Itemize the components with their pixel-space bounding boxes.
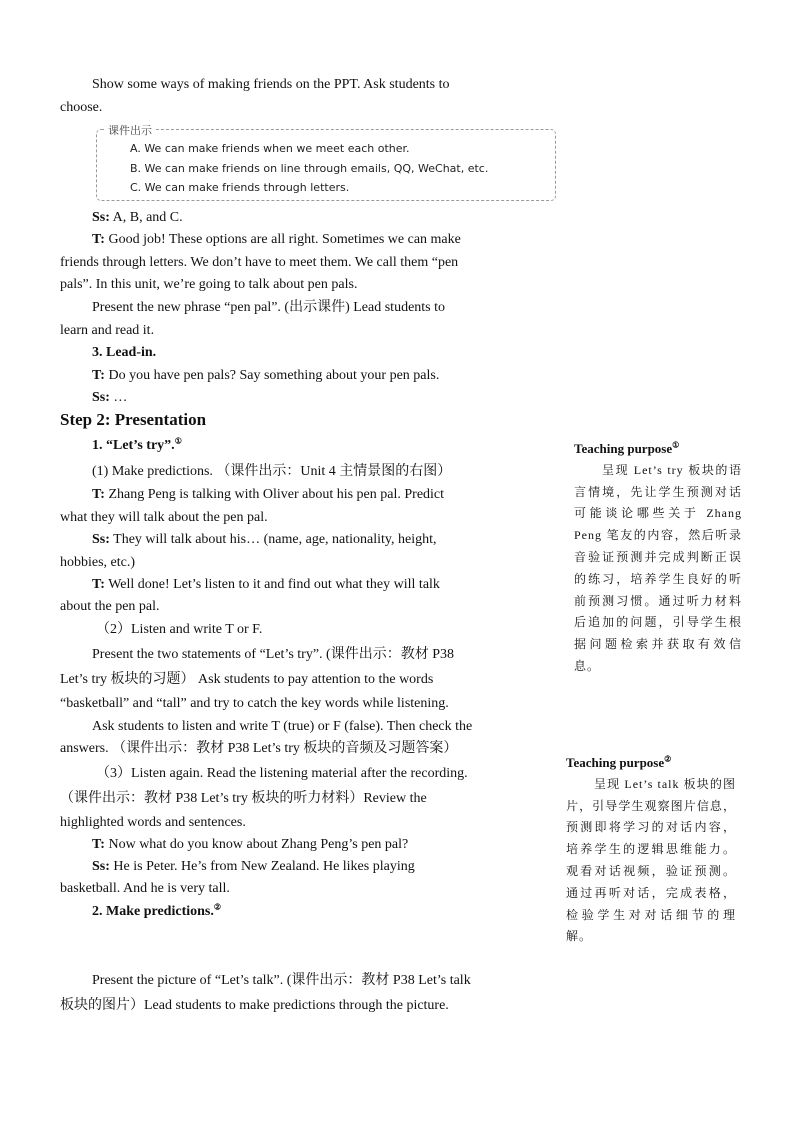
lets-talk-line-2: 板块的图片）Lead students to make predictions through the picture. [60,998,449,1013]
dialog-t-predict-2: what they will talk about the pen pal. [60,510,268,525]
option-c: C. We can make friends through letters. [130,181,350,194]
statements-line-2: Let’s try 板块的习题） Ask students to pay attention to the words [60,672,434,687]
make-predictions-heading-text: 2. Make predictions. [92,904,214,919]
dialog-text: He is Peter. He’s from New Zealand. He likes playing [109,859,415,874]
present-phrase-line-1: Present the new phrase “pen pal”. (出示课件) Lead students to [92,300,446,315]
statements-line-1: Present the two statements of “Let’s try”. (课件出示：教材 P38 [92,647,454,662]
listen-write-step: （2）Listen and write T or F. [96,622,263,637]
speaker-label: T: [92,232,105,247]
note-line: 言情境，先让学生预测对话 [574,484,742,499]
dialog-t-line-2: friends through letters. We don’t have to meet them. We call them “pen [60,255,459,270]
dialog-text: They will talk about his… (name, age, nationality, height, [109,532,437,547]
courseware-box-title: 课件出示 [105,122,155,138]
courseware-box [96,124,556,201]
note-line: 通过再听对话，完成表格， [566,885,736,900]
speaker-label: T: [92,487,105,502]
note-title [566,752,736,774]
lets-talk-line-1: Present the picture of “Let’s talk”. (课件出示：教材 P38 Let’s talk [92,973,471,988]
step2-heading: Step 2: Presentation [60,410,207,429]
lead-in-ss [92,387,127,410]
listen-again-line-3: highlighted words and sentences. [60,815,246,830]
statements-line-3: “basketball” and “tall” and try to catch the key words while listening. [60,696,449,711]
note-line: 预测即将学习的对话内容， [566,820,736,835]
dialog-t-line-3: pals”. In this unit, we’re going to talk about pen pals. [60,277,358,292]
lead-in-t [92,365,439,388]
note-line: 音验证预测并完成判断正误 [574,549,742,564]
note-line: 可能谈论哪些关于 Zhang [574,506,742,521]
note-line: 后追加的问题，引导学生根 [574,615,742,630]
present-phrase-line-2: learn and read it. [60,323,155,338]
speaker-label: Ss: [92,210,110,225]
dialog-t-predict-1 [92,484,444,507]
note-line: 息。 [574,658,601,673]
dialog-ss-predict-1 [92,529,437,552]
lets-try-heading-text: 1. “Let’s try”. [92,438,175,453]
note-title-text: Teaching purpose [566,755,665,770]
note-line: 呈现 Let’s try 板块的语 [602,462,742,477]
note-line: 的练习，培养学生良好的听 [574,571,742,586]
note-line: 前预测习惯。通过听力材料 [574,593,742,608]
note-line: 据问题检索并获取有效信 [574,637,742,652]
option-a: A. We can make friends when we meet each other. [130,142,410,155]
dialog-t-welldone-1 [92,574,440,597]
note-line: 观看对话视频，验证预测。 [566,863,736,878]
speaker-label: T: [92,368,105,383]
note-line: 片，引导学生观察图片信息， [566,798,736,813]
lead-in-heading: 3. Lead-in. [92,345,157,360]
dialog-text: Do you have pen pals? Say something about your pen pals. [104,368,440,383]
lets-try-heading [92,435,182,458]
note-title-text: Teaching purpose [574,441,673,456]
note-line: 培养学生的逻辑思维能力。 [566,842,736,857]
note-line: 解。 [566,929,593,944]
dialog-ss-peter-2: basketball. And he is very tall. [60,881,230,896]
dialog-text: … [109,390,128,405]
speaker-label: Ss: [92,390,110,405]
footnote-mark: ① [672,440,680,450]
dialog-t-line-1 [92,229,461,252]
dialog-t-welldone-2: about the pen pal. [60,599,160,614]
dialog-t-now [92,834,408,857]
teaching-purpose-note-1 [574,438,742,678]
speaker-label: Ss: [92,859,110,874]
note-title [574,438,742,460]
intro-line-1: Show some ways of making friends on the PPT. Ask students to [92,77,450,92]
dialog-text: A, B, and C. [109,210,183,225]
make-predictions-step: (1) Make predictions. （课件出示：Unit 4 主情景图的右图） [92,464,452,479]
teaching-purpose-note-2 [566,752,736,948]
ask-line-1: Ask students to listen and write T (true) or F (false). Then check the [92,719,473,734]
intro-line-2: choose. [60,100,103,115]
speaker-label: Ss: [92,532,110,547]
footnote-mark: ② [213,902,222,912]
dialog-text: Zhang Peng is talking with Oliver about his pen pal. Predict [104,487,445,502]
ask-line-2: answers. （课件出示：教材 P38 Let’s try 板块的音频及习题答案） [60,741,458,756]
dialog-ss-predict-2: hobbies, etc.) [60,555,136,570]
note-line: 呈现 Let’s talk 板块的图 [594,776,736,791]
listen-again-line-1: （3）Listen again. Read the listening material after the recording. [96,766,468,781]
dialog-text: Well done! Let’s listen to it and find out what they will talk [104,577,440,592]
footnote-mark: ② [664,754,672,764]
speaker-label: T: [92,577,105,592]
dialog-ss-peter-1 [92,856,415,879]
make-predictions-heading [92,901,221,924]
dialog-ss-answer [92,207,183,230]
speaker-label: T: [92,837,105,852]
option-b: B. We can make friends on line through emails, QQ, WeChat, etc. [130,162,489,175]
note-line: 检验学生对对话细节的理 [566,907,736,922]
footnote-mark: ① [174,436,182,446]
listen-again-line-2: （课件出示：教材 P38 Let’s try 板块的听力材料）Review the [60,791,427,806]
dialog-text: Good job! These options are all right. Sometimes we can make [104,232,461,247]
note-line: Peng 笔友的内容，然后听录 [574,528,742,543]
dialog-text: Now what do you know about Zhang Peng’s pen pal? [104,837,409,852]
